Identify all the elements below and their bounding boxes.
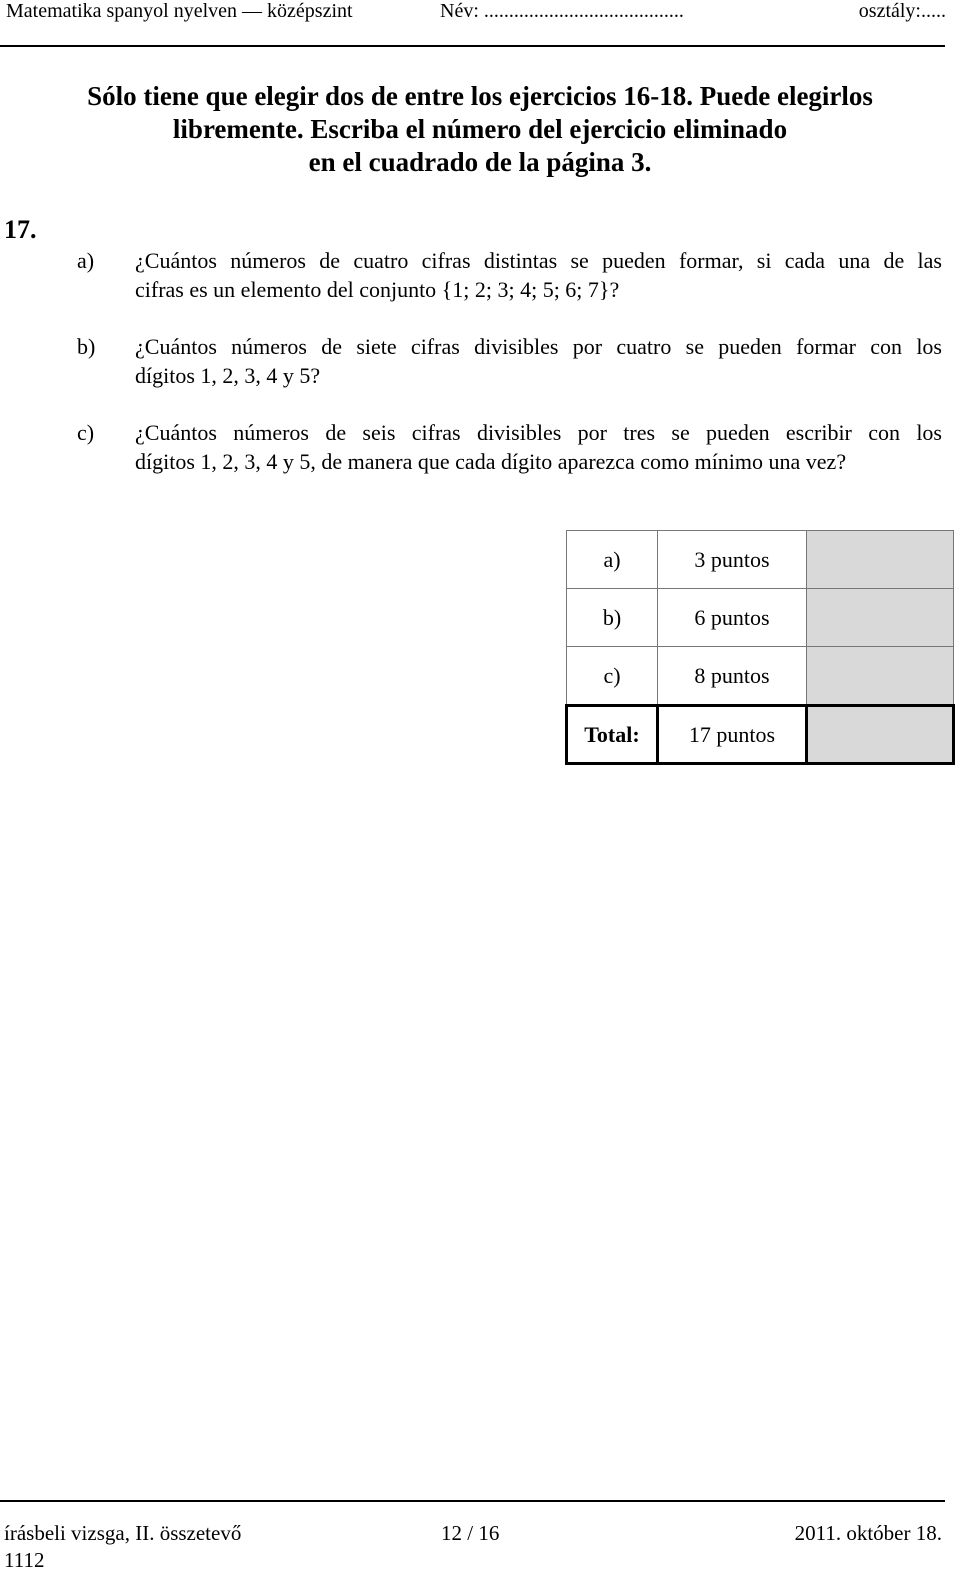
score-row-label: b) — [567, 589, 658, 647]
part-label: a) — [77, 248, 95, 273]
part-line: cifras es un elemento del conjunto {1; 2; 3; 4; 5; 6; 7}? — [135, 277, 620, 302]
part-label: b) — [77, 334, 96, 359]
part-line: ¿Cuántos números de siete cifras divisibles por cuatro se pueden formar con los — [135, 334, 942, 359]
part-text — [135, 418, 942, 476]
score-row-label: c) — [567, 647, 658, 706]
score-row — [567, 647, 954, 706]
header-name-field: Név: ........................................ — [440, 0, 684, 22]
footer-page-number: 12 / 16 — [441, 1521, 500, 1545]
part-text — [135, 246, 942, 304]
score-row-points: 6 puntos — [658, 589, 807, 647]
score-total-label: Total: — [567, 706, 658, 764]
footer-rule — [0, 1500, 945, 1502]
score-row-box — [807, 647, 954, 706]
instruction-line: Sólo tiene que elegir dos de entre los ejercicios 16-18. Puede elegirlos — [87, 81, 873, 111]
score-row-box — [807, 589, 954, 647]
header-subject: Matematika spanyol nyelven — középszint — [6, 0, 353, 22]
page-header — [6, 0, 946, 30]
score-table — [565, 530, 955, 765]
question-number: 17. — [4, 215, 37, 244]
header-class-field: osztály:..... — [858, 0, 946, 22]
score-total-points: 17 puntos — [658, 706, 807, 764]
score-row — [567, 589, 954, 647]
part-line: ¿Cuántos números de cuatro cifras distintas se pueden formar, si cada una de las — [135, 248, 942, 273]
footer-code: 1112 — [4, 1548, 45, 1572]
score-row-points: 3 puntos — [658, 531, 807, 589]
score-row-label: a) — [567, 531, 658, 589]
score-row-box — [807, 531, 954, 589]
footer-exam: írásbeli vizsga, II. összetevő — [4, 1521, 242, 1545]
score-total-box — [807, 706, 954, 764]
score-total-row — [567, 706, 954, 764]
part-label: c) — [77, 420, 95, 445]
instruction-line: en el cuadrado de la página 3. — [308, 147, 652, 177]
part-line: dígitos 1, 2, 3, 4 y 5, de manera que cada dígito aparezca como mínimo una vez? — [135, 449, 847, 474]
part-line: ¿Cuántos números de seis cifras divisibles por tres se pueden escribir con los — [135, 420, 942, 445]
footer-date: 2011. október 18. — [794, 1521, 942, 1545]
instructions — [0, 80, 960, 179]
header-rule — [0, 45, 945, 47]
score-row-points: 8 puntos — [658, 647, 807, 706]
score-row — [567, 531, 954, 589]
part-line: dígitos 1, 2, 3, 4 y 5? — [135, 363, 321, 388]
part-text — [135, 332, 942, 390]
instruction-line: libremente. Escriba el número del ejercicio eliminado — [172, 114, 788, 144]
